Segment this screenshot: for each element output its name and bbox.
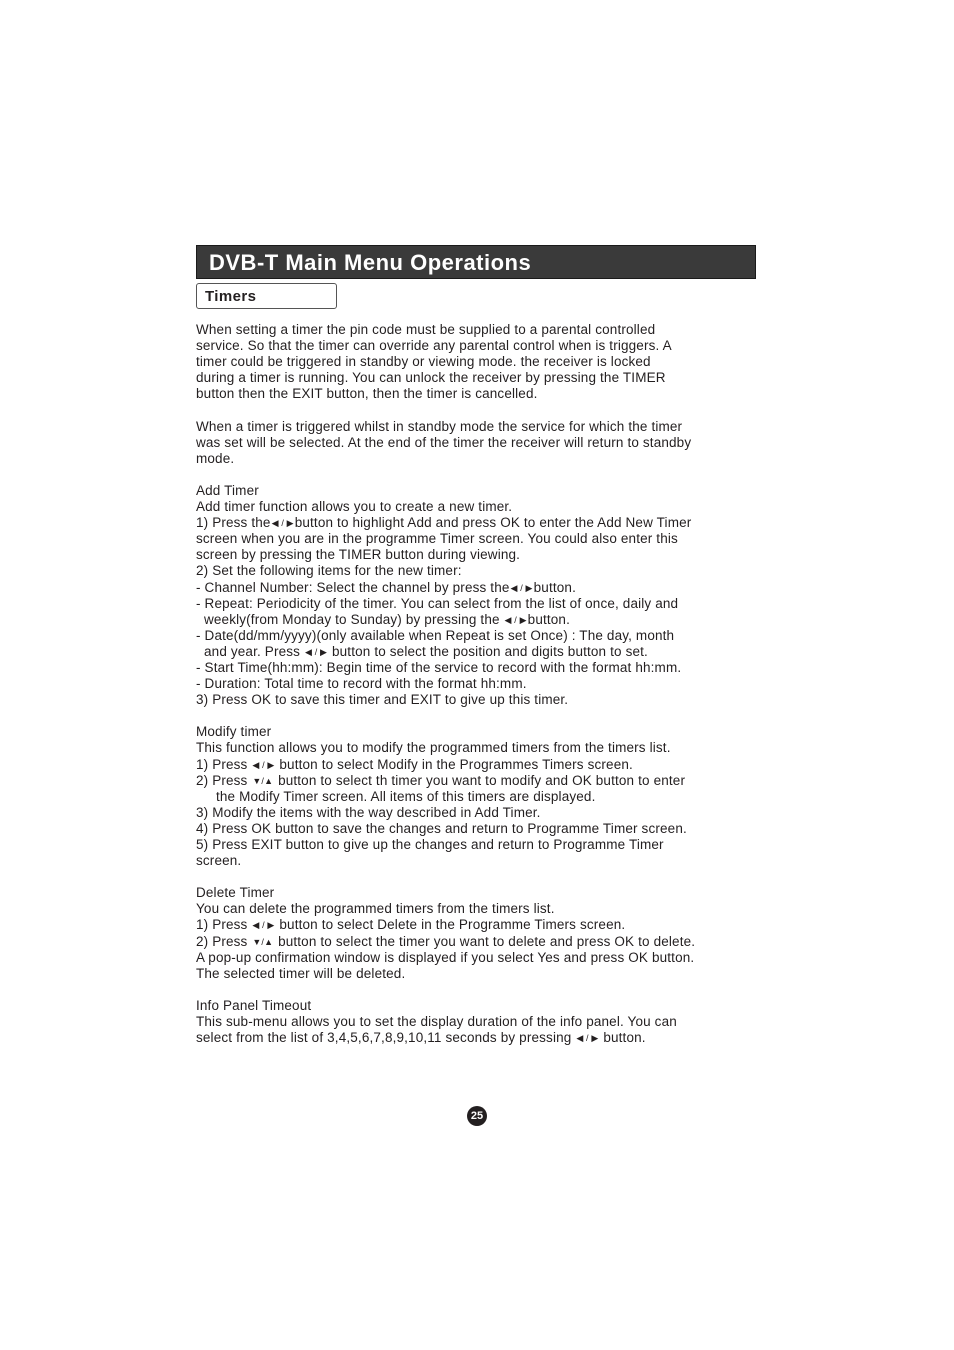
intro-line: during a timer is running. You can unlock the receiver by pressing the TIMER: [196, 370, 666, 386]
standby-line: When a timer is triggered whilst in standby mode the service for which the timer: [196, 418, 683, 434]
left-right-arrow-icon: ◀ / ▶: [271, 518, 294, 529]
intro-line: service. So that the timer can override any parental control when is triggers. A: [196, 338, 672, 354]
repeat-item: - Repeat: Periodicity of the timer. You can select from the list of once, daily and: [196, 595, 679, 611]
date-item: - Date(dd/mm/yyyy)(only available when Repeat is set Once) : The day, month: [196, 627, 675, 643]
delete-timer-desc: You can delete the programmed timers from the timers list.: [196, 901, 555, 917]
date-item-cont: and year. Press ◀ / ▶ button to select the position and digits button to set.: [204, 643, 648, 659]
left-right-arrow-icon: ◀ / ▶: [304, 646, 328, 657]
add-timer-step-1: 1) Press the◀ / ▶button to highlight Add and press OK to enter the Add New Timer: [196, 515, 692, 531]
modify-timer-step-5: 5) Press EXIT button to give up the changes and return to Programme Timer: [196, 837, 664, 852]
info-panel-line: This sub-menu allows you to set the display duration of the info panel. You can: [196, 1014, 677, 1030]
modify-timer-step-2: 2) Press ▼/▲ button to select th timer you want to modify and OK button to enter: [196, 772, 686, 788]
info-panel-heading: Info Panel Timeout: [196, 997, 312, 1013]
modify-timer-step-1: 1) Press ◀ / ▶ button to select Modify in the Programmes Timers screen.: [196, 756, 633, 772]
body-text: [196, 322, 762, 1046]
left-right-arrow-icon: ◀ / ▶: [252, 759, 275, 770]
intro-line: button then the EXIT button, then the timer is cancelled.: [196, 386, 538, 402]
standby-line: mode.: [196, 450, 235, 466]
start-time-item: - Start Time(hh:mm): Begin time of the service to record with the format hh:mm.: [196, 659, 682, 675]
modify-timer-step-2-cont: the Modify Timer screen. All items of this timers are displayed.: [216, 788, 596, 804]
left-right-arrow-icon: ◀ / ▶: [504, 614, 527, 625]
down-up-arrow-icon: ▼/▲: [252, 936, 274, 947]
delete-timer-step-1: 1) Press ◀ / ▶ button to select Delete in the Programme Timers screen.: [196, 917, 626, 933]
add-timer-step-1-cont: screen by pressing the TIMER button during viewing.: [196, 547, 521, 563]
left-right-arrow-icon: ◀ / ▶: [576, 1033, 599, 1044]
info-panel-line: select from the list of 3,4,5,6,7,8,9,10,11 seconds by pressing ◀ / ▶ button.: [196, 1030, 646, 1046]
left-right-arrow-icon: ◀ / ▶: [510, 582, 533, 593]
delete-timer-step-2: 2) Press ▼/▲ button to select the timer you want to delete and press OK to delete.: [196, 933, 696, 949]
add-timer-heading: Add Timer: [196, 482, 259, 498]
add-timer-step-3: 3) Press OK to save this timer and EXIT to give up this timer.: [196, 692, 569, 708]
add-timer-step-1-cont: screen when you are in the programme Timer screen. You could also enter this: [196, 531, 678, 547]
delete-timer-line: A pop-up confirmation window is displayed if you select Yes and press OK button.: [196, 949, 695, 965]
modify-timer-step-5-cont: screen.: [196, 853, 242, 869]
modify-timer-step-4: 4) Press OK button to save the changes and return to Programme Timer screen.: [196, 820, 687, 836]
standby-line: was set will be selected. At the end of the timer the receiver will return to standby: [196, 434, 692, 450]
delete-timer-heading: Delete Timer: [196, 885, 275, 901]
page-number: 25: [467, 1106, 487, 1126]
channel-number-item: - Channel Number: Select the channel by press the◀ / ▶button.: [196, 579, 576, 595]
down-up-arrow-icon: ▼/▲: [252, 775, 274, 786]
title-bar: [196, 245, 756, 279]
intro-line: timer could be triggered in standby or viewing mode. the receiver is locked: [196, 354, 651, 370]
delete-timer-line: The selected timer will be deleted.: [196, 965, 406, 981]
section-label: Timers: [205, 288, 257, 305]
page-title: DVB-T Main Menu Operations: [209, 250, 532, 275]
intro-line: When setting a timer the pin code must be supplied to a parental controlled: [196, 322, 656, 337]
add-timer-desc: Add timer function allows you to create a new timer.: [196, 499, 513, 515]
modify-timer-desc: This function allows you to modify the programmed timers from the timers list.: [196, 740, 671, 756]
section-label-box: [196, 283, 337, 309]
modify-timer-heading: Modify timer: [196, 724, 272, 740]
repeat-item-cont: weekly(from Monday to Sunday) by pressing the ◀ / ▶button.: [204, 611, 570, 627]
duration-item: - Duration: Total time to record with the format hh:mm.: [196, 676, 527, 692]
add-timer-step-2: 2) Set the following items for the new timer:: [196, 563, 462, 579]
left-right-arrow-icon: ◀ / ▶: [252, 920, 275, 931]
modify-timer-step-3: 3) Modify the items with the way described in Add Timer.: [196, 804, 541, 820]
